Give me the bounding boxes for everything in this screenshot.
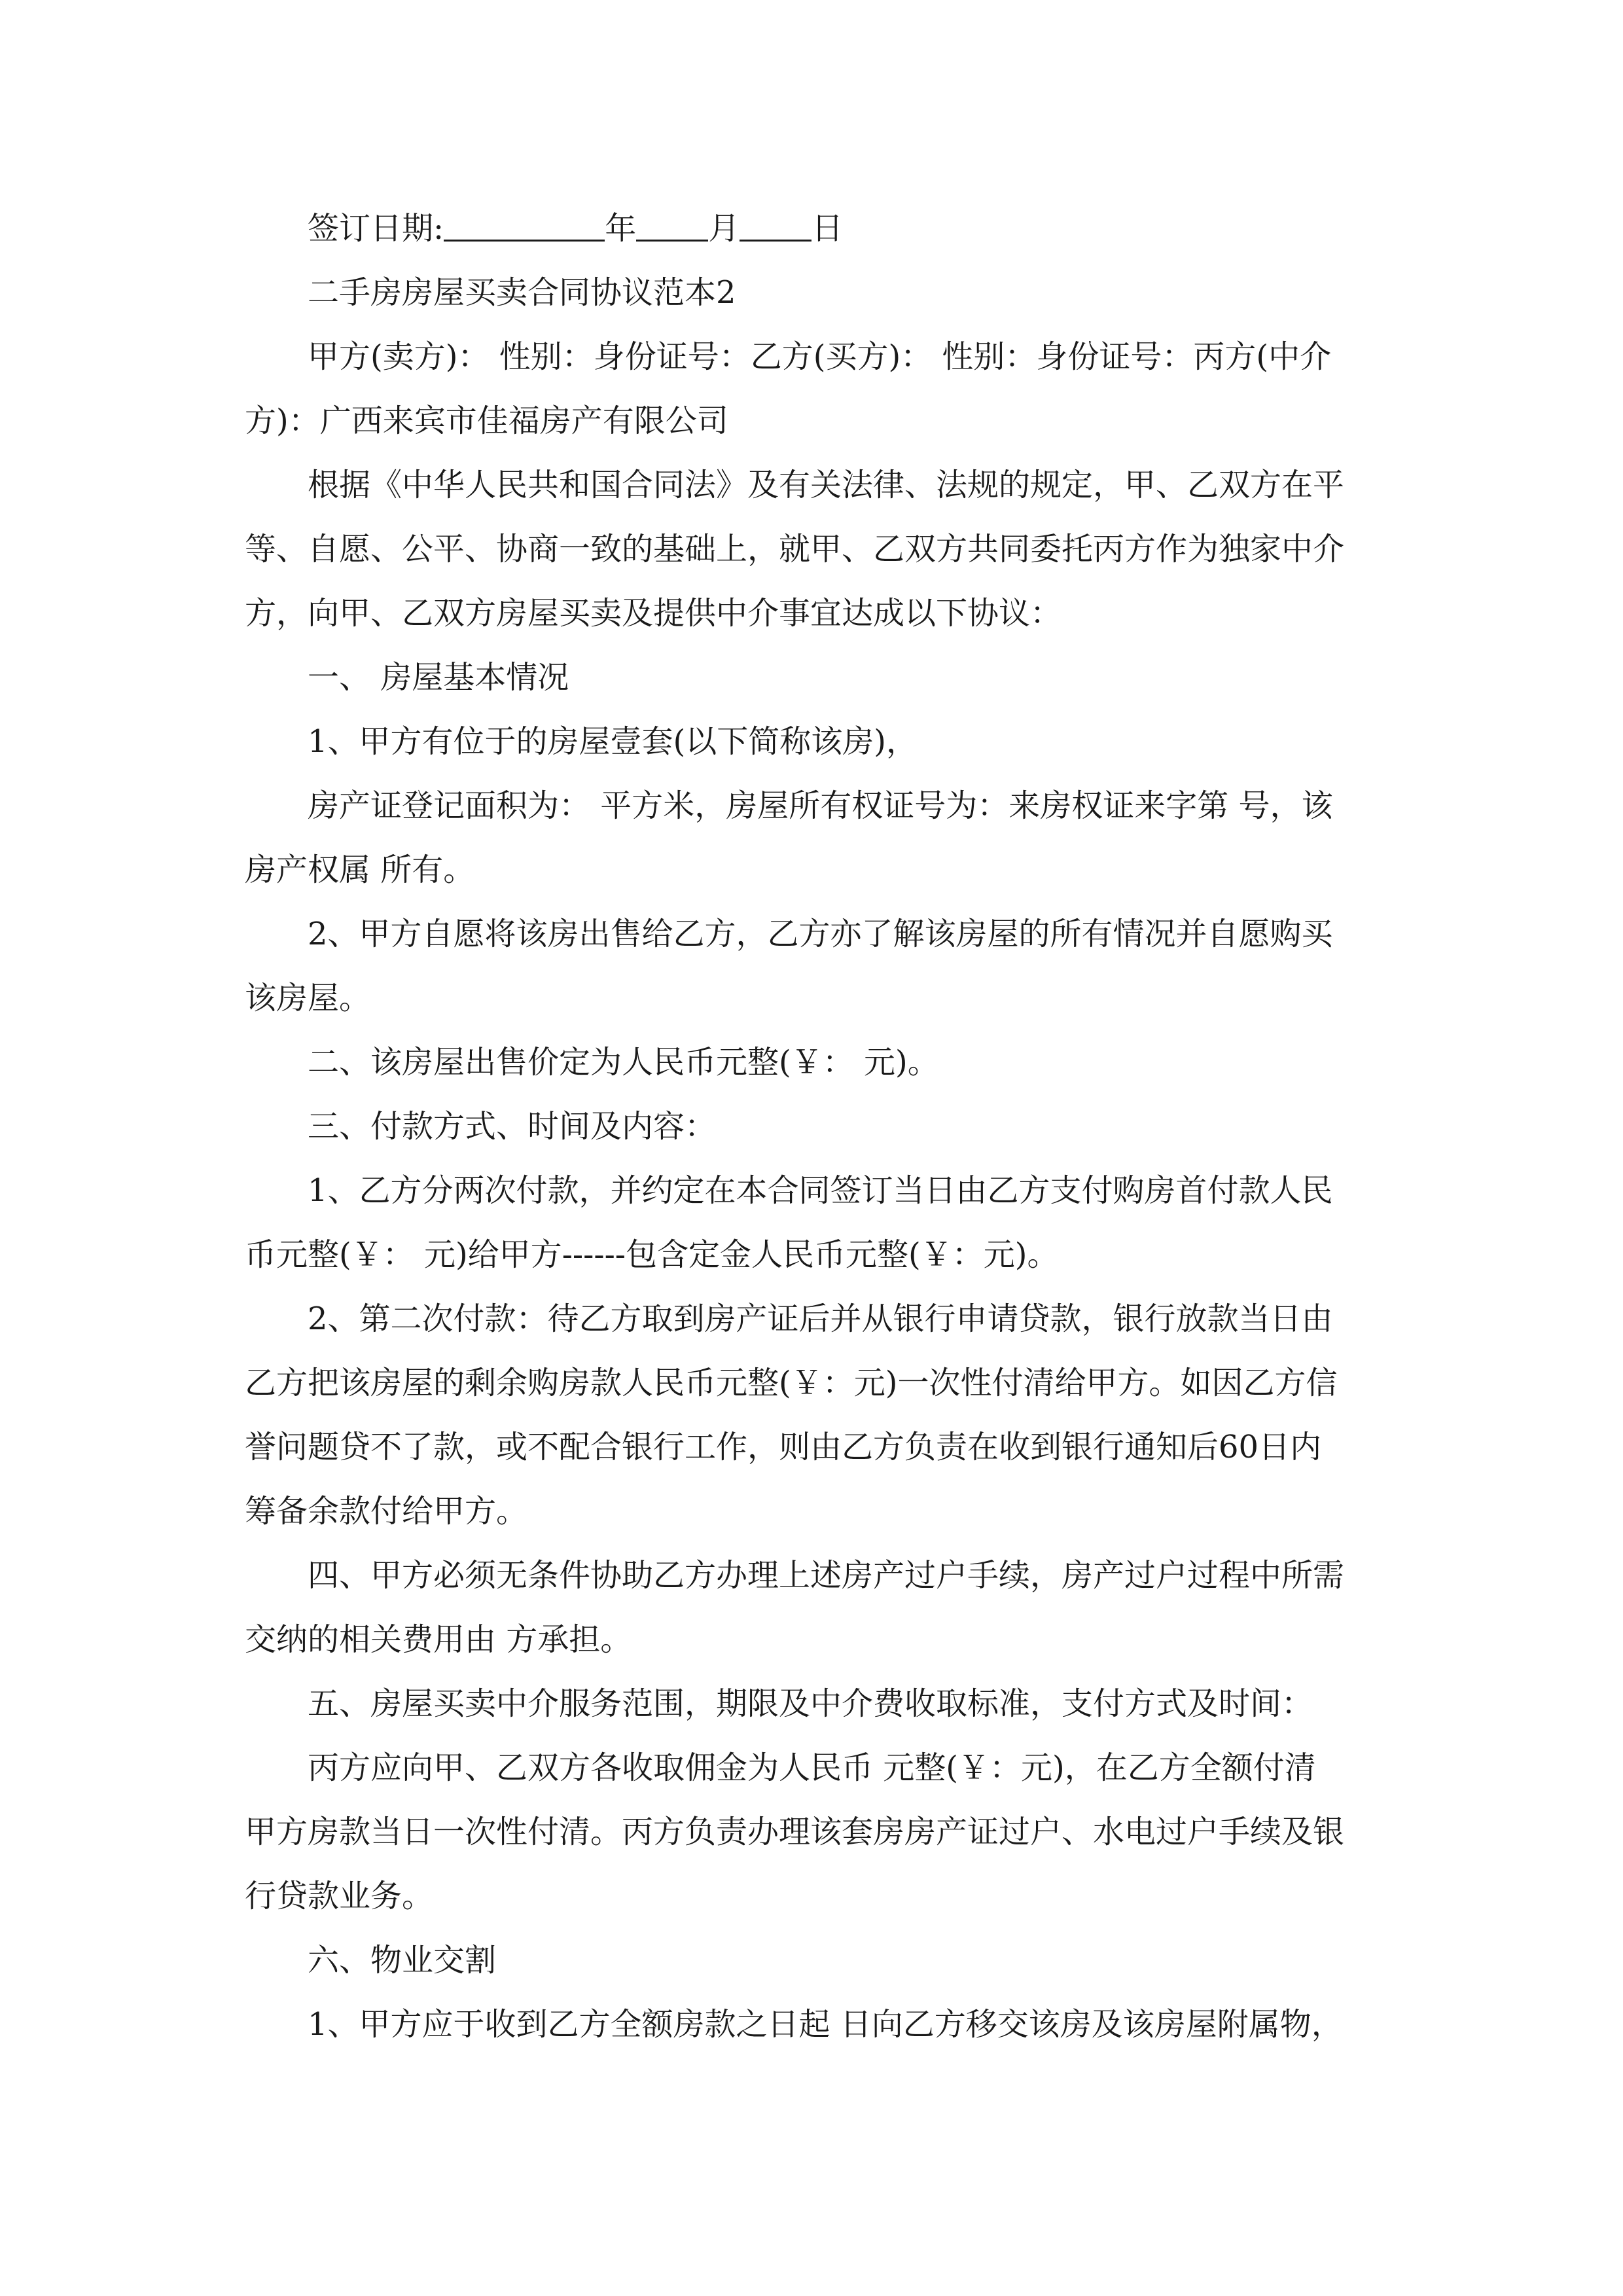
signing-date-label: 签订日期:: [308, 210, 444, 247]
preamble-line: 等、自愿、公平、协商一致的基础上，就甲、乙双方共同委托丙方作为独家中介: [245, 531, 1345, 567]
clause-line: 筹备余款付给甲方。: [245, 1493, 528, 1530]
preamble-line: 方，向甲、乙双方房屋买卖及提供中介事宜达成以下协议：: [245, 595, 1062, 632]
clause-line: 1、甲方应于收到乙方全额房款之日起 日向乙方移交该房及该房屋附属物，: [308, 2006, 1343, 2043]
section-heading-2: 二、该房屋出售价定为人民币元整(￥： 元)。: [308, 1044, 939, 1081]
clause-line: 币元整(￥： 元)给甲方------包含定金人民币元整(￥：元)。: [245, 1236, 1059, 1273]
clause-line: 乙方把该房屋的剩余购房款人民币元整(￥：元)一次性付清给甲方。如因乙方信: [245, 1365, 1338, 1401]
section-heading-1: 一、 房屋基本情况: [308, 659, 569, 696]
clause-line: 甲方房款当日一次性付清。丙方负责办理该套房房产证过户、水电过户手续及银: [245, 1814, 1345, 1850]
month-label: 月: [708, 210, 740, 247]
clause-line: 誉问题贷不了款，或不配合银行工作，则由乙方负责在收到银行通知后60日内: [245, 1429, 1322, 1465]
clause-line: 房产权属 所有。: [245, 852, 475, 888]
section-heading-4: 四、甲方必须无条件协助乙方办理上述房产过户手续，房产过户过程中所需: [308, 1557, 1345, 1594]
clause-line: 该房屋。: [245, 980, 371, 1016]
clause-line: 1、甲方有位于的房屋壹套(以下简称该房)，: [308, 723, 918, 760]
year-label: 年: [605, 210, 637, 247]
year-blank: [444, 213, 605, 242]
section-heading-6: 六、物业交割: [308, 1942, 497, 1979]
clause-line: 2、甲方自愿将该房出售给乙方，乙方亦了解该房屋的所有情况并自愿购买: [308, 916, 1333, 952]
preamble-line: 根据《中华人民共和国合同法》及有关法律、法规的规定，甲、乙双方在平: [308, 467, 1345, 503]
clause-line: 交纳的相关费用由 方承担。: [245, 1621, 632, 1658]
clause-line: 丙方应向甲、乙双方各收取佣金为人民币 元整(￥：元)，在乙方全额付清: [308, 1749, 1316, 1786]
parties-line-cont: 方)：广西来宾市佳福房产有限公司: [245, 403, 728, 439]
clause-line: 1、乙方分两次付款，并约定在本合同签订当日由乙方支付购房首付款人民: [308, 1172, 1333, 1209]
clause-line: 2、第二次付款：待乙方取到房产证后并从银行申请贷款，银行放款当日由: [308, 1300, 1333, 1337]
document-body: [245, 196, 1381, 2056]
day-label: 日: [812, 210, 844, 247]
parties-line: 甲方(卖方)： 性别：身份证号：乙方(买方)： 性别：身份证号：丙方(中介: [308, 338, 1332, 375]
month-blank: [636, 213, 708, 242]
day-blank: [740, 213, 812, 242]
clause-line: 房产证登记面积为： 平方米，房屋所有权证号为：来房权证来字第 号，该: [308, 787, 1333, 824]
section-heading-5: 五、房屋买卖中介服务范围，期限及中介费收取标准，支付方式及时间：: [308, 1685, 1313, 1722]
clause-line: 行贷款业务。: [245, 1878, 434, 1914]
signing-date-line: [245, 196, 1381, 260]
section-heading-3: 三、付款方式、时间及内容：: [308, 1108, 717, 1145]
contract-title: 二手房房屋买卖合同协议范本2: [308, 274, 736, 311]
